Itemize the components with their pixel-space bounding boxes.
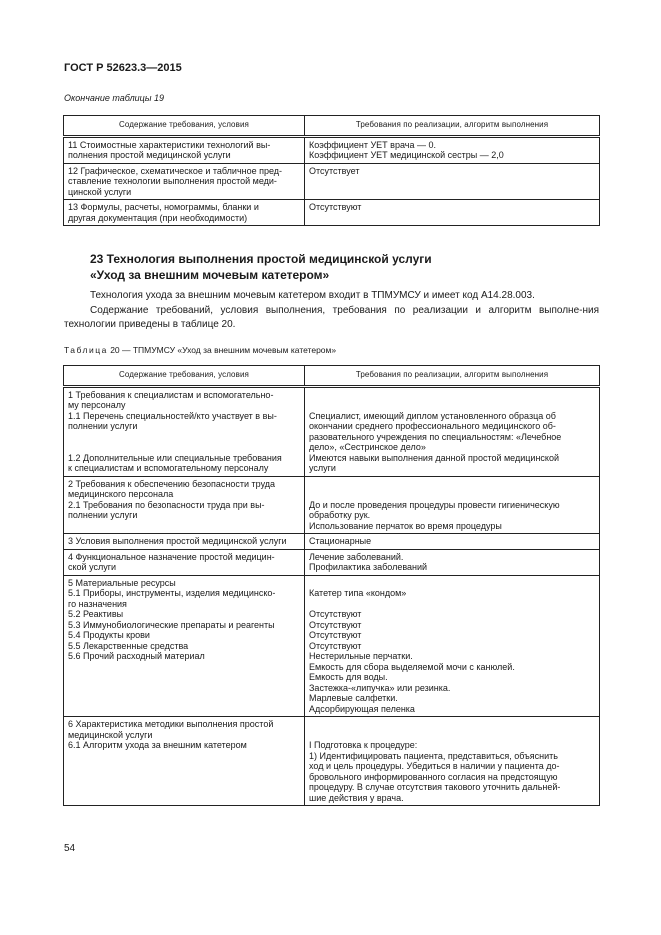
- cell-line: 6.1 Алгоритм ухода за внешним катетером: [68, 740, 247, 750]
- table-19-header-implementation: Требования по реализации, алгоритм выполнения: [305, 116, 600, 137]
- cell-line: другая документация (при необходимости): [68, 212, 248, 223]
- cell-line: 3 Условия выполнения простой медицинской услуги: [68, 536, 287, 546]
- cell-line: обработку рук.: [309, 510, 371, 520]
- cell-line: Лечение заболеваний.: [309, 551, 404, 562]
- cell-line: 11 Стоимостные характеристики технологий вы-: [68, 139, 271, 150]
- cell-line: 5.5 Лекарственные средства: [68, 640, 189, 651]
- table-cell: [64, 476, 305, 534]
- cell-line: 6 Характеристика методики выполнения простой: [68, 719, 274, 729]
- cell-line: Профилактика заболеваний: [309, 562, 428, 572]
- table-row: [64, 136, 600, 163]
- cell-line: [68, 432, 300, 443]
- table-row: [64, 717, 600, 806]
- cell-line: медицинского персонала: [68, 489, 174, 499]
- cell-line: Емкость для сбора выделяемой мочи с канюлей.: [309, 661, 515, 672]
- cell-line: окончании среднего профессионального медицинского об-: [309, 421, 556, 431]
- table-cell: [64, 717, 305, 806]
- table-cell: [64, 575, 305, 717]
- table-cell: [64, 386, 305, 476]
- table-cell: [64, 549, 305, 575]
- page-number: 54: [64, 843, 76, 854]
- cell-line: медицинской услуги: [68, 729, 153, 740]
- cell-line: 5.3 Иммунобиологические препараты и реагенты: [68, 619, 275, 630]
- table-row: [64, 534, 600, 550]
- cell-line: Отсутствуют: [309, 619, 362, 630]
- table-cell: [305, 200, 600, 226]
- table-cell: [64, 200, 305, 226]
- cell-line: 5.4 Продукты крови: [68, 630, 150, 640]
- cell-line: разовательного учреждения по специальностям: «Лечебное: [309, 431, 562, 442]
- table-cell: [305, 549, 600, 575]
- cell-line: ставление технологии выполнения простой меди-: [68, 176, 277, 186]
- table-cell: [305, 575, 600, 717]
- table-cell: [305, 717, 600, 806]
- cell-line: ской услуги: [68, 562, 117, 572]
- paragraph: Технология ухода за внешним мочевым катетером входит в ТПМУМСУ и имеет код А14.28.003.: [90, 290, 535, 301]
- cell-line: I Подготовка к процедуре:: [309, 740, 418, 750]
- cell-line: му персоналу: [68, 400, 126, 410]
- cell-line: шие действия у врача.: [309, 792, 404, 803]
- cell-line: 5.1 Приборы, инструменты, изделия медицинско-: [68, 588, 276, 598]
- section-title-line: 23 Технология выполнения простой медицинской услуги: [90, 252, 432, 266]
- cell-line: цинской услуги: [68, 186, 132, 197]
- cell-line: [309, 730, 595, 741]
- table-19-header-requirements: Содержание требования, условия: [64, 116, 305, 137]
- cell-line: Имеются навыки выполнения данной простой медицинской: [309, 452, 559, 463]
- cell-line: Коэффициент УЕТ врача — 0.: [309, 139, 436, 150]
- section-23-title: [90, 251, 432, 283]
- cell-line: 5 Материальные ресурсы: [68, 577, 176, 588]
- table-cell: [305, 534, 600, 550]
- table-cell: [305, 136, 600, 163]
- cell-line: 1) Идентифицировать пациента, представиться, объяснить: [309, 750, 558, 761]
- cell-line: [309, 578, 595, 589]
- cell-line: полнении услуги: [68, 510, 138, 520]
- cell-line: Катетер типа «кондом»: [309, 588, 407, 598]
- table-row: [64, 200, 600, 226]
- cell-line: Коэффициент УЕТ медицинской сестры — 2,0: [309, 150, 504, 160]
- table-row: [64, 549, 600, 575]
- table-20-caption: [64, 345, 336, 355]
- cell-line: 5.6 Прочий расходный материал: [68, 651, 205, 661]
- cell-line: Марлевые салфетки.: [309, 693, 398, 703]
- cell-line: 13 Формулы, расчеты, номограммы, бланки и: [68, 202, 259, 212]
- cell-line: Нестерильные перчатки.: [309, 651, 413, 661]
- cell-line: Отсутствуют: [309, 640, 362, 651]
- cell-line: 2.1 Требования по безопасности труда при вы-: [68, 499, 265, 510]
- table-row: [64, 163, 600, 200]
- paragraph: Содержание требований, условия выполнения, требования по реализации и алгоритм выполне-ния технологии приведены в таблице 20.: [64, 305, 599, 330]
- cell-line: Отсутствует: [309, 165, 360, 176]
- cell-line: го назначения: [68, 598, 127, 609]
- section-title-line: «Уход за внешним мочевым катетером»: [90, 268, 330, 282]
- table-row: [64, 575, 600, 717]
- cell-line: [309, 390, 595, 401]
- table-20-header-requirements: Содержание требования, условия: [64, 366, 305, 387]
- cell-line: 1.2 Дополнительные или специальные требования: [68, 452, 282, 463]
- cell-line: [68, 442, 300, 453]
- cell-line: Адсорбирующая пеленка: [309, 703, 415, 714]
- cell-line: 12 Графическое, схематическое и табличное пред-: [68, 165, 283, 176]
- table-cell: [305, 163, 600, 200]
- table-20-header-implementation: Требования по реализации, алгоритм выполнения: [305, 366, 600, 387]
- cell-line: дело», «Сестринское дело»: [309, 442, 426, 452]
- cell-line: [309, 400, 595, 411]
- table-cell: [64, 163, 305, 200]
- cell-line: ход и цель процедуры. Убедиться в наличии у пациента до-: [309, 761, 560, 771]
- cell-line: [309, 479, 595, 490]
- cell-line: Отсутствуют: [309, 609, 362, 619]
- cell-line: [309, 719, 595, 730]
- table-cell: [64, 136, 305, 163]
- cell-line: 1.1 Перечень специальностей/кто участвует в вы-: [68, 410, 277, 421]
- cell-line: Стационарные: [309, 536, 372, 546]
- cell-line: 4 Функциональное назначение простой медицин-: [68, 551, 275, 562]
- cell-line: 1 Требования к специалистам и вспомогательно-: [68, 389, 274, 400]
- cell-line: 2 Требования к обеспечению безопасности труда: [68, 478, 276, 489]
- cell-line: До и после проведения процедуры провести гигиеническую: [309, 499, 560, 510]
- cell-line: [309, 489, 595, 500]
- table-cell: [305, 476, 600, 534]
- table-cell: [305, 386, 600, 476]
- cell-line: процедуру. В случае отсутствия такового уточнить дальней-: [309, 782, 561, 792]
- document-header: ГОСТ Р 52623.3—2015: [64, 62, 182, 74]
- table-20: [63, 365, 600, 806]
- table-caption-text: 20 — ТПМУМСУ «Уход за внешним мочевым катетером»: [107, 345, 337, 355]
- table-19-continuation-caption: Окончание таблицы 19: [64, 93, 164, 103]
- cell-line: Отсутствуют: [309, 630, 362, 640]
- cell-line: бровольного информированного согласия на предстоящую: [309, 771, 558, 782]
- cell-line: полнения простой медицинской услуги: [68, 150, 231, 160]
- table-row: [64, 476, 600, 534]
- cell-line: Использование перчаток во время процедуры: [309, 520, 502, 531]
- table-19: [63, 115, 600, 226]
- cell-line: услуги: [309, 463, 336, 473]
- cell-line: Емкость для воды.: [309, 672, 388, 682]
- cell-line: Отсутствуют: [309, 202, 362, 212]
- cell-line: Специалист, имеющий диплом установленного образца об: [309, 410, 556, 421]
- cell-line: полнении услуги: [68, 421, 138, 431]
- table-caption-prefix: Таблица: [64, 345, 108, 355]
- table-cell: [64, 534, 305, 550]
- cell-line: Застежка-«липучка» или резинка.: [309, 682, 451, 693]
- cell-line: 5.2 Реактивы: [68, 609, 124, 619]
- cell-line: к специалистам и вспомогательному персоналу: [68, 463, 269, 473]
- cell-line: [309, 599, 595, 610]
- table-row: [64, 386, 600, 476]
